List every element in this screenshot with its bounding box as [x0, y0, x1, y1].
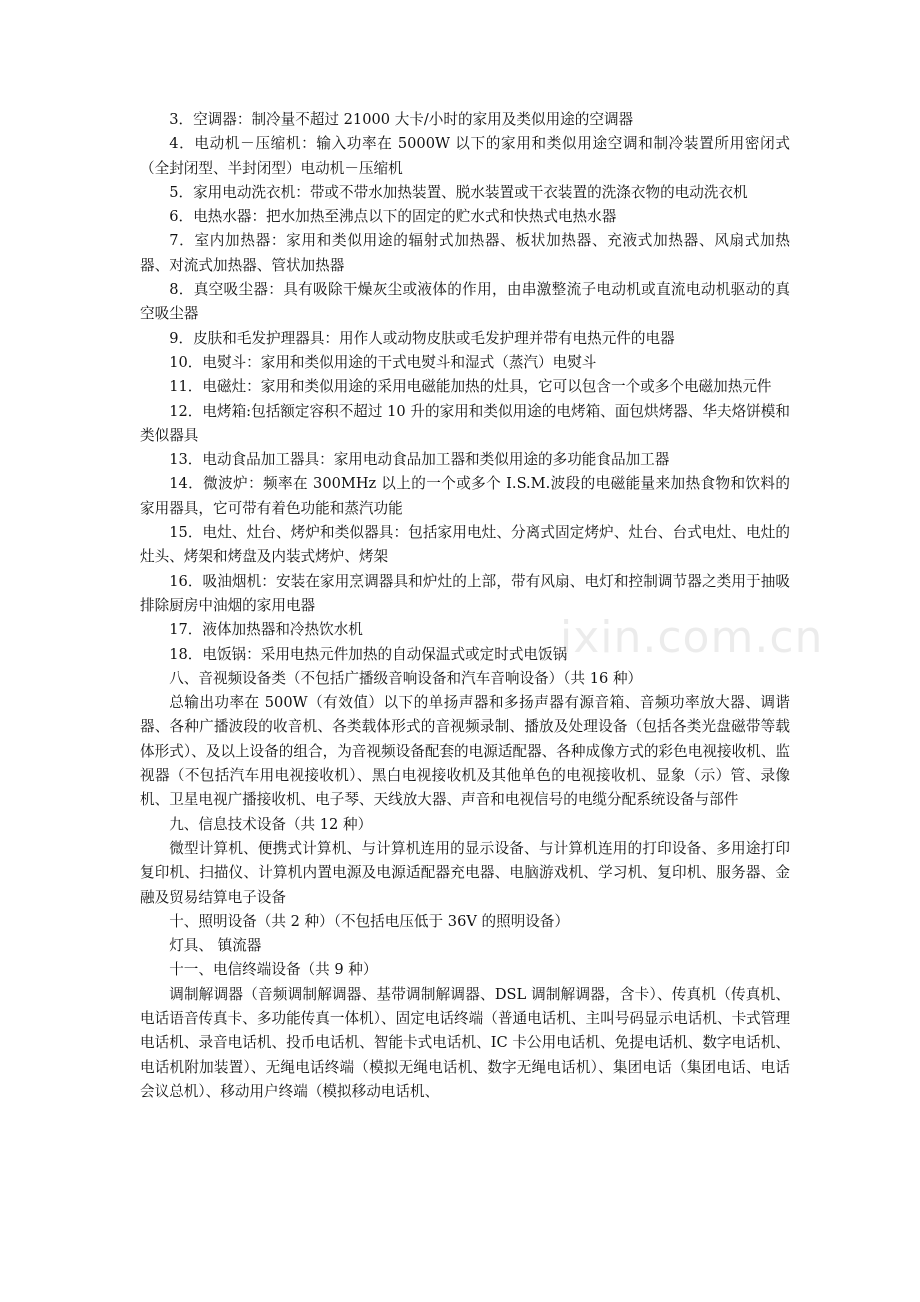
paragraph-lighting-list: 灯具、 镇流器 — [169, 937, 262, 955]
paragraph-item-3-air-conditioner: 3．空调器：制冷量不超过 21000 大卡/小时的家用及类似用途的空调器 — [169, 111, 634, 128]
section-heading-it-equipment: 九、信息技术设备（共 12 种） — [169, 815, 373, 833]
watermark-text: ixin.com.cn — [560, 612, 824, 663]
paragraph-item-7-room-heater: 7．室内加热器：家用和类似用途的辐射式加热器、板状加热器、充液式加热器、风扇式加热器、对流式加热器、管状加热器 — [140, 232, 790, 274]
paragraph-item-9-skin-hair-care: 9．皮肤和毛发护理器具：用作人或动物皮肤或毛发护理并带有电热元件的电器 — [169, 329, 675, 347]
paragraph-item-8-vacuum-cleaner: 8．真空吸尘器：具有吸除干燥灰尘或液体的作用，由串激整流子电动机或直流电动机驱动的真空吸尘器 — [140, 281, 790, 323]
paragraph-item-13-food-processor: 13．电动食品加工器具：家用电动食品加工器和类似用途的多功能食品加工器 — [169, 451, 670, 469]
section-heading-av-equipment: 八、音视频设备类（不包括广播级音响设备和汽车音响设备）（共 16 种） — [169, 669, 643, 687]
paragraph-item-5-washing-machine: 5．家用电动洗衣机：带或不带水加热装置、脱水装置或干衣装置的洗涤衣物的电动洗衣机 — [169, 183, 748, 201]
paragraph-av-equipment-list: 总输出功率在 500W（有效值）以下的单扬声器和多扬声器有源音箱、音频功率放大器、调谐器、各种广播波段的收音机、各类载体形式的音视频录制、播放及处理设备（包括各类光盘磁带等载体形式）、及以上设备的组合，为音视频设备配套的电源适配器、各种成像方式的彩色电视接收机、监视器（不包括汽车用电视接收机）、黑白电视接收机及其他单色的电视接收机、显象（示）管、录像机、卫星电视广播接收机、电子琴、天线放大器、声音和电视信号的电缆分配系统设备与部件 — [140, 694, 790, 809]
section-heading-telecom-terminal: 十一、电信终端设备（共 9 种） — [169, 961, 378, 979]
paragraph-item-16-range-hood: 16．吸油烟机：安装在家用烹调器具和炉灶的上部，带有风扇、电灯和控制调节器之类用于抽吸排除厨房中油烟的家用电器 — [140, 572, 790, 614]
paragraph-item-18-rice-cooker: 18．电饭锅：采用电热元件加热的自动保温式或定时式电饭锅 — [169, 645, 568, 663]
paragraph-item-10-electric-iron: 10．电熨斗：家用和类似用途的干式电熨斗和湿式（蒸汽）电熨斗 — [169, 353, 597, 371]
paragraph-item-14-microwave: 14．微波炉：频率在 300MHz 以上的一个或多个 I.S.M.波段的电磁能量来加热食物和饮料的家用器具，它可带有着色功能和蒸汽功能 — [140, 475, 790, 517]
paragraph-item-11-induction-cooker: 11．电磁灶：家用和类似用途的采用电磁能加热的灶具，它可以包含一个或多个电磁加热元件 — [169, 378, 772, 396]
paragraph-item-17-liquid-heater: 17．液体加热器和冷热饮水机 — [169, 621, 363, 639]
paragraph-item-15-stove: 15．电灶、灶台、烤炉和类似器具：包括家用电灶、分离式固定烤炉、灶台、台式电灶、电灶的灶头、烤架和烤盘及内装式烤炉、烤架 — [140, 524, 790, 566]
paragraph-it-equipment-list: 微型计算机、便携式计算机、与计算机连用的显示设备、与计算机连用的打印设备、多用途打印复印机、扫描仪、计算机内置电源及电源适配器充电器、电脑游戏机、学习机、复印机、服务器、金融及贸易结算电子设备 — [140, 839, 790, 906]
paragraph-item-12-electric-oven: 12．电烤箱:包括额定容积不超过 10 升的家用和类似用途的电烤箱、面包烘烤器、华夫烙饼模和类似器具 — [140, 402, 790, 444]
paragraph-item-4-motor-compressor: 4．电动机－压缩机：输入功率在 5000W 以下的家用和类似用途空调和制冷装置所用密闭式（全封闭型、半封闭型）电动机－压缩机 — [140, 135, 790, 177]
paragraph-item-6-water-heater: 6．电热水器：把水加热至沸点以下的固定的贮水式和快热式电热水器 — [169, 208, 617, 226]
section-heading-lighting: 十、照明设备（共 2 种）（不包括电压低于 36V 的照明设备） — [169, 912, 570, 930]
paragraph-telecom-terminal-list: 调制解调器（音频调制解调器、基带调制解调器、DSL 调制解调器，含卡）、传真机（传真机、电话语音传真卡、多功能传真一体机）、固定电话终端（普通电话机、主叫号码显示电话机、卡式管理电话机、录音电话机、投币电话机、智能卡式电话机、IC 卡公用电话机、免提电话机、数字电话机、电话机附加装置）、无绳电话终端（模拟无绳电话机、数字无绳电话机）、集团电话（集团电话、电话会议总机）、移动用户终端（模拟移动电话机、 — [140, 985, 790, 1100]
document-body — [140, 108, 790, 1104]
